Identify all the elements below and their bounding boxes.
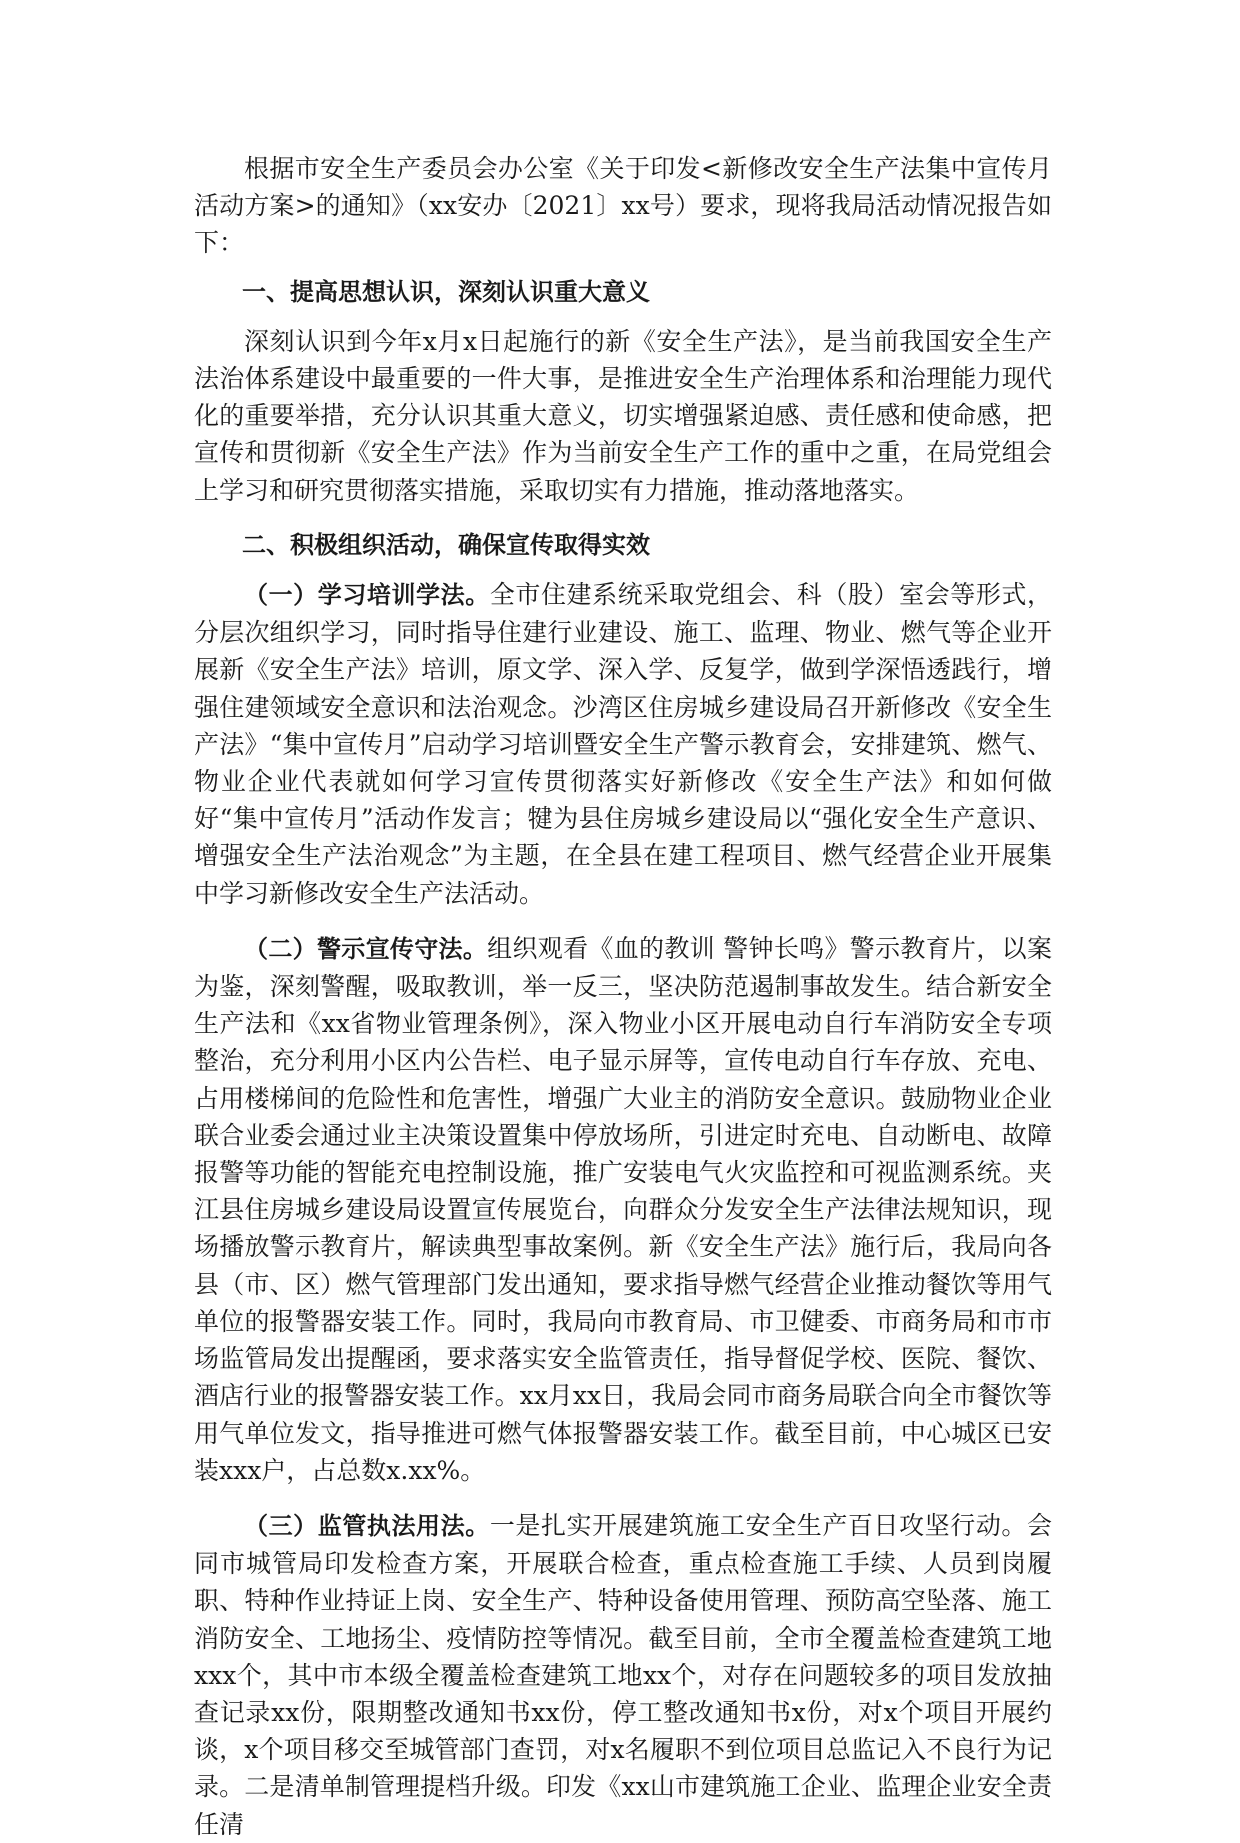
section-2-heading: 二、积极组织活动，确保宣传取得实效 [242,530,650,559]
subsection-2-lead: （二）警示宣传守法。 [244,934,488,963]
subsection-1-paragraph [194,576,1052,912]
subsection-3-lead: （三）监管执法用法。 [244,1511,490,1540]
subsection-2-paragraph [194,930,1052,1489]
subsection-2-body: 组织观看《血的教训 警钟长鸣》警示教育片，以案为鉴，深刻警醒，吸取教训，举一反三，坚决防范遏制事故发生。结合新安全生产法和《xx省物业管理条例》，深入物业小区开展电动自行车消防安全专项整治，充分利用小区内公告栏、电子显示屏等，宣传电动自行车存放、充电、占用楼梯间的危险性和危害性，增强广大业主的消防安全意识。鼓励物业企业联合业委会通过业主决策设置集中停放场所，引进定时充电、自动断电、故障报警等功能的智能充电控制设施，推广安装电气火灾监控和可视监测系统。夹江县住房城乡建设局设置宣传展览台，向群众分发安全生产法律法规知识，现场播放警示教育片，解读典型事故案例。新《安全生产法》施行后，我局向各县（市、区）燃气管理部门发出通知，要求指导燃气经营企业推动餐饮等用气单位的报警器安装工作。同时，我局向市教育局、市卫健委、市商务局和市市场监管局发出提醒函，要求落实安全监管责任，指导督促学校、医院、餐饮、酒店行业的报警器安装工作。xx月xx日，我局会同市商务局联合向全市餐饮等用气单位发文，指导推进可燃气体报警器安装工作。截至目前，中心城区已安装xxx户，占总数x.xx%。 [194,933,1052,1485]
document-page [194,150,1052,1843]
subsection-3-body: 一是扎实开展建筑施工安全生产百日攻坚行动。会同市城管局印发检查方案，开展联合检查，重点检查施工手续、人员到岗履职、特种作业持证上岗、安全生产、特种设备使用管理、预防高空坠落、施工消防安全、工地扬尘、疫情防控等情况。截至目前，全市全覆盖检查建筑工地xxx个，其中市本级全覆盖检查建筑工地xx个，对存在问题较多的项目发放抽查记录xx份，限期整改通知书xx份，停工整改通知书x份，对x个项目开展约谈，x个项目移交至城管部门查罚，对x名履职不到位项目总监记入不良行为记录。二是清单制管理提档升级。印发《xx山市建筑施工企业、监理企业安全责任清 [194,1510,1052,1839]
subsection-1-lead: （一）学习培训学法。 [244,581,490,610]
subsection-3-paragraph [194,1507,1052,1843]
section-1-paragraph: 深刻认识到今年x月x日起施行的新《安全生产法》，是当前我国安全生产法治体系建设中最重要的一件大事，是推进安全生产治理体系和治理能力现代化的重要举措，充分认识其重大意义，切实增强紧迫感、责任感和使命感，把宣传和贯彻新《安全生产法》作为当前安全生产工作的重中之重，在局党组会上学习和研究贯彻落实措施，采取切实有力措施，推动落地落实。 [194,326,1052,505]
subsection-1-body: 全市住建系统采取党组会、科（股）室会等形式，分层次组织学习，同时指导住建行业建设、施工、监理、物业、燃气等企业开展新《安全生产法》培训，原文学、深入学、反复学，做到学深悟透践行，增强住建领域安全意识和法治观念。沙湾区住房城乡建设局召开新修改《安全生产法》“集中宣传月”启动学习培训暨安全生产警示教育会，安排建筑、燃气、物业企业代表就如何学习宣传贯彻落实好新修改《安全生产法》和如何做好“集中宣传月”活动作发言；犍为县住房城乡建设局以“强化安全生产意识、增强安全生产法治观念”为主题，在全县在建工程项目、燃气经营企业开展集中学习新修改安全生产法活动。 [194,580,1052,908]
intro-paragraph: 根据市安全生产委员会办公室《关于印发<新修改安全生产法集中宣传月活动方案>的通知》（xx安办〔2021〕xx号）要求，现将我局活动情况报告如下： [194,154,1052,258]
section-1-heading: 一、提高思想认识，深刻认识重大意义 [242,277,650,306]
